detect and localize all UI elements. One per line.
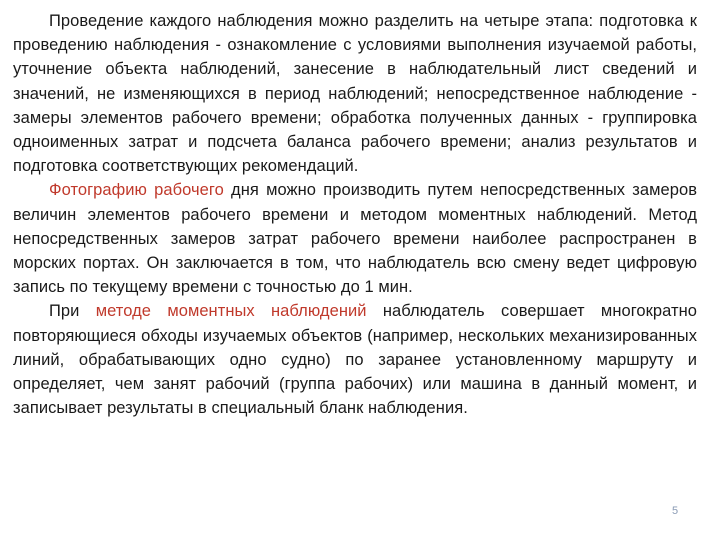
slide-body: [13, 9, 697, 420]
paragraph-momentary-method: [13, 299, 697, 420]
slide-number: 5: [671, 505, 679, 517]
paragraph-momentary-text: наблюдатель совершает многократно повторяющиеся обходы изучаемых объектов (например, нескольких механизированных линий, обрабатывающих одно судно) по заранее установленному маршруту и определяет, чем занят рабочий (группа рабочих) или машина в данный момент, и записывает результаты в специальный бланк наблюдения.: [13, 302, 697, 418]
paragraph-stages-text: Проведение каждого наблюдения можно разделить на четыре этапа: подготовка к проведению наблюдения - ознакомление с условиями выполнения изучаемой работы, уточнение объекта наблюдений, занесение в наблюдательный лист сведений и значений, не изменяющихся в период наблюдений; непосредственное наблюдение - замеры элементов рабочего времени; обработка полученных данных - группировка одноименных затрат и подсчета баланса рабочего времени; анализ результатов и подготовка соответствующих рекомендаций.: [13, 12, 697, 176]
paragraph-photography: [13, 178, 697, 299]
term-momentary-observations: методе моментных наблюдений: [95, 302, 367, 321]
paragraph-photography-text: дня можно производить путем непосредственных замеров величин элементов рабочего времени и методом моментных наблюдений. Метод непосредственных замеров затрат рабочего времени наиболее распространен в морских портах. Он заключается в том, что наблюдатель всю смену ведет цифровую запись по текущему времени с точностью до 1 мин.: [13, 181, 698, 297]
paragraph-momentary-lead: При: [49, 302, 96, 321]
term-workday-photography: Фотографию рабочего: [49, 181, 224, 200]
paragraph-stages: [13, 9, 697, 178]
